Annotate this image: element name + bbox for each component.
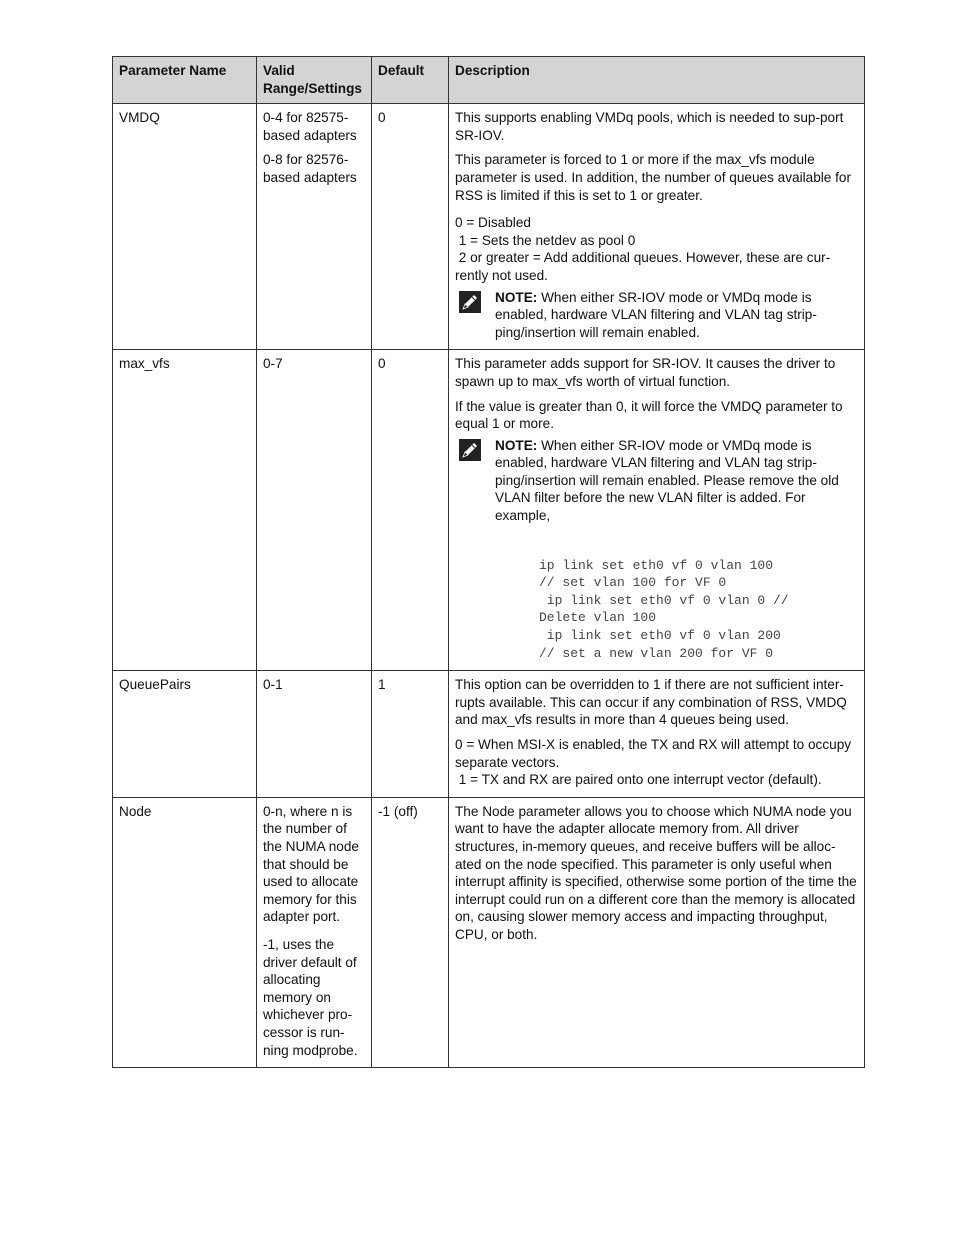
- cell-description: [449, 671, 865, 798]
- range-text: 0-8 for 82576-based adapters: [263, 152, 357, 185]
- cell-range: [257, 350, 372, 671]
- note-block: [455, 437, 858, 525]
- header-valid-range-line2: Range/Settings: [263, 80, 362, 96]
- note-label: NOTE:: [495, 437, 538, 453]
- settings-line: 0 = Disabled: [455, 215, 531, 231]
- header-parameter-name: Parameter Name: [113, 57, 257, 104]
- note-pencil-icon: [459, 439, 481, 461]
- table-header-row: [113, 57, 865, 104]
- description-paragraph: The Node parameter allows you to choose which NUMA node you want to have the adapter allocate memory from. All driver structures, in-memory queues, and receive buffers will be alloc-ated on the node specified. This parameter is only useful when interrupt affinity is specified, otherwise some portion of the time the interrupt could run on a different core than the memory is allocated on, causing slower memory access and impacting throughput, CPU, or both.: [455, 803, 857, 942]
- settings-list: [455, 736, 858, 789]
- range-text: 0-1: [263, 677, 283, 693]
- range-text: 0-n, where n is the number of the NUMA node that should be used to allocate memory for this adapter port.: [263, 803, 359, 925]
- cell-name: max_vfs: [113, 350, 257, 671]
- range-text: 0-7: [263, 356, 283, 372]
- cell-description: [449, 797, 865, 1067]
- code-line: // set a new vlan 200 for VF 0: [539, 645, 774, 661]
- range-text: -1, uses the driver default of allocating memory on whichever pro-cessor is run-ning modprobe.: [263, 936, 358, 1058]
- header-default: Default: [372, 57, 449, 104]
- cell-name: Node: [113, 797, 257, 1067]
- cell-default: 0: [372, 104, 449, 350]
- code-example: [539, 557, 858, 663]
- cell-default: 0: [372, 350, 449, 671]
- cell-name: QueuePairs: [113, 671, 257, 798]
- cell-default: 1: [372, 671, 449, 798]
- note-body: When either SR-IOV mode or VMDq mode is enabled, hardware VLAN filtering and VLAN tag strip-ping/insertion will remain enabled.: [495, 289, 817, 340]
- cell-default: -1 (off): [372, 797, 449, 1067]
- cell-name: VMDQ: [113, 104, 257, 350]
- note-text: [495, 289, 858, 342]
- cell-range: [257, 104, 372, 350]
- description-paragraph: This supports enabling VMDq pools, which is needed to sup-port SR-IOV.: [455, 110, 844, 143]
- header-description: Description: [449, 57, 865, 104]
- settings-line: 1 = TX and RX are paired onto one interrupt vector (default).: [455, 772, 822, 788]
- note-label: NOTE:: [495, 289, 538, 305]
- cell-range: [257, 671, 372, 798]
- table-row-vmdq: [113, 104, 865, 350]
- settings-line: 1 = Sets the netdev as pool 0: [455, 232, 636, 248]
- description-paragraph: This parameter is forced to 1 or more if the max_vfs module parameter is used. In addition, the number of queues available for RSS is limited if this is set to 1 or greater.: [455, 152, 851, 203]
- cell-range: [257, 797, 372, 1067]
- cell-description: [449, 104, 865, 350]
- description-paragraph: This parameter adds support for SR-IOV. It causes the driver to spawn up to max_vfs worth of virtual function.: [455, 356, 836, 389]
- parameters-table: [112, 56, 865, 1068]
- note-text: [495, 437, 858, 525]
- settings-line: 0 = When MSI-X is enabled, the TX and RX will attempt to occupy separate vectors.: [455, 737, 855, 770]
- header-valid-range-line1: Valid: [263, 63, 295, 78]
- code-line: ip link set eth0 vf 0 vlan 200: [539, 628, 781, 644]
- settings-list: [455, 214, 858, 284]
- cell-description: [449, 350, 865, 671]
- note-block: [455, 289, 858, 342]
- note-body: When either SR-IOV mode or VMDq mode is enabled, hardware VLAN filtering and VLAN tag strip-ping/insertion will remain enabled. Please remove the old VLAN filter before the new VLAN filter is added. For example,: [495, 437, 839, 524]
- header-valid-range: [257, 57, 372, 104]
- table-row-node: [113, 797, 865, 1067]
- table-row-queuepairs: [113, 671, 865, 798]
- table-row-max-vfs: [113, 350, 865, 671]
- settings-line: 2 or greater = Add additional queues. However, these are cur-rently not used.: [455, 250, 831, 283]
- code-line: // set vlan 100 for VF 0: [539, 575, 727, 591]
- description-paragraph: This option can be overridden to 1 if there are not sufficient inter-rupts available. This can occur if any combination of RSS, VMDQ and max_vfs results in more than 4 queues being used.: [455, 677, 847, 728]
- code-line: ip link set eth0 vf 0 vlan 0 //: [539, 592, 789, 608]
- description-paragraph: If the value is greater than 0, it will force the VMDQ parameter to equal 1 or more.: [455, 398, 843, 432]
- note-pencil-icon: [459, 291, 481, 313]
- code-line: ip link set eth0 vf 0 vlan 100: [539, 557, 774, 573]
- range-text: 0-4 for 82575-based adapters: [263, 110, 357, 143]
- code-line: Delete vlan 100: [539, 610, 657, 626]
